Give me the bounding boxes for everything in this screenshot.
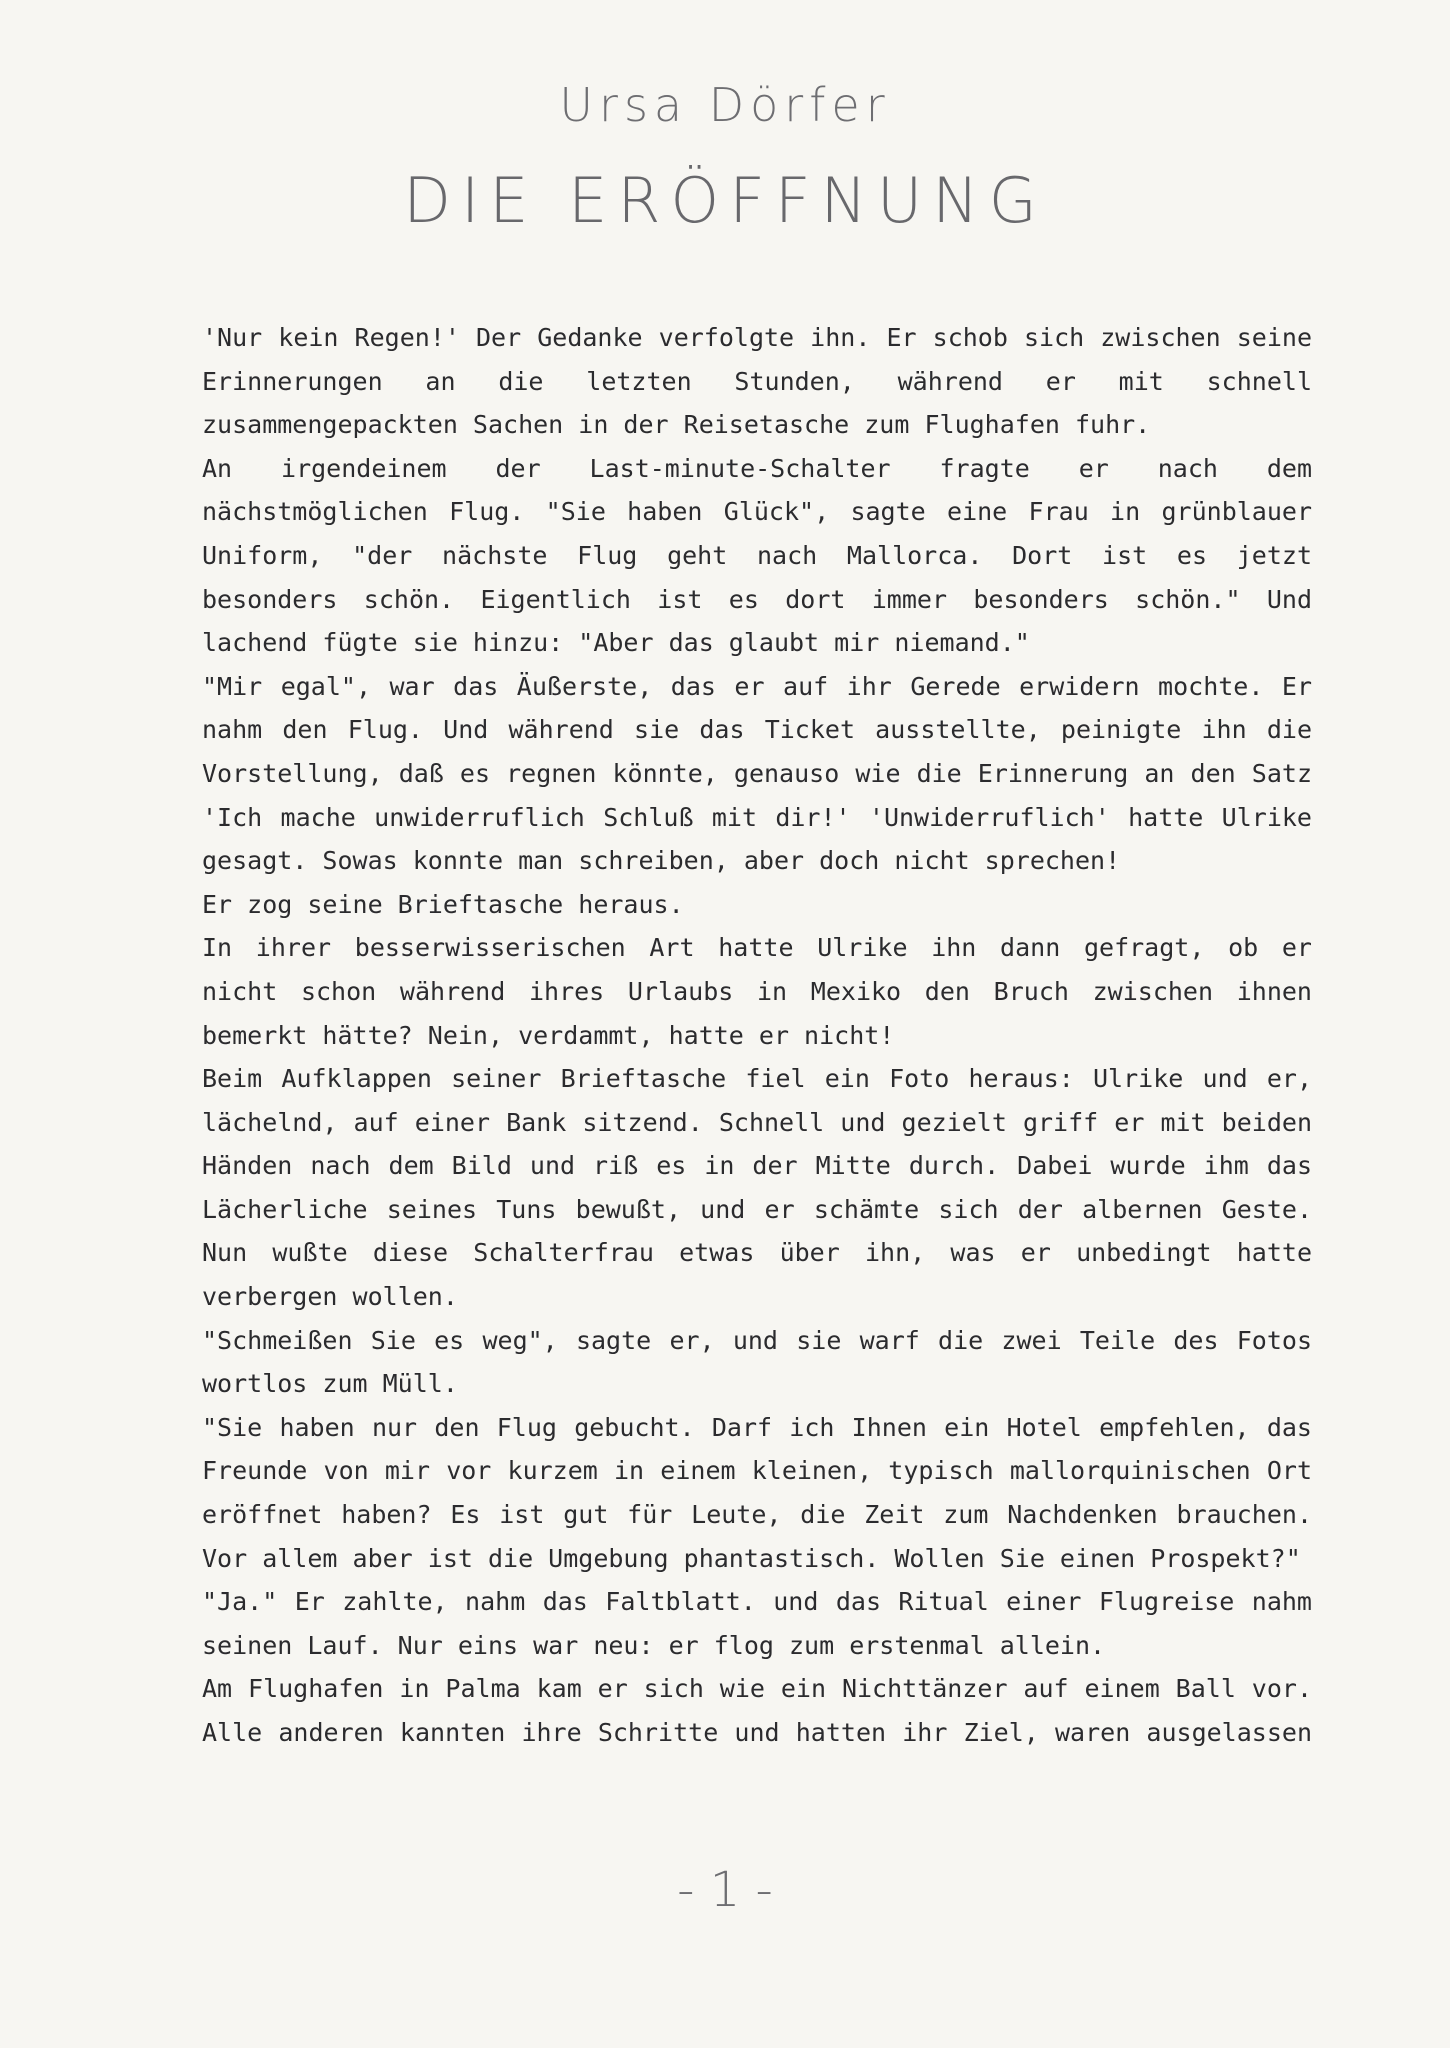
paragraph-9: "Ja." Er zahlte, nahm das Faltblatt. und das Ritual einer Flugreise nahm seinen Lauf. Nur eins war neu: er flog zum erstenmal allein. [202,1587,1312,1660]
paragraph-10: Am Flughafen in Palma kam er sich wie ein Nichttänzer auf einem Ball vor. Alle anderen kannten ihre Schritte und hatten ihr Ziel, waren ausgelassen [202,1674,1312,1747]
paragraph-7: "Schmeißen Sie es weg", sagte er, und sie warf die zwei Teile des Fotos wortlos zum Müll. [202,1325,1312,1399]
paragraph-4: Er zog seine Brieftasche heraus. [202,889,684,919]
paragraph-5: In ihrer besserwisserischen Art hatte Ulrike ihn dann gefragt, ob er nicht schon während ihres Urlaubs in Mexiko den Bruch zwischen ihnen bemerkt hätte? Nein, verdammt, hatte er nicht! [202,933,1312,1050]
author-name: Ursa Dörfer [559,78,891,132]
body-text [202,316,1312,1755]
document-title: DIE ERÖFFNUNG [403,164,1047,237]
page-number: - 1 - [677,1862,773,1918]
paragraph-8: "Sie haben nur den Flug gebucht. Darf ich Ihnen ein Hotel empfehlen, das Freunde von mir vor kurzem in einem kleinen, typisch mallorquinischen Ort eröffnet haben? Es ist gut für Leute, die Zeit zum Nachdenken brauchen. Vor allem aber ist die Umgebung phantastisch. Wollen Sie einen Prospekt?" [202,1412,1312,1573]
paragraph-2: An irgendeinem der Last-minute-Schalter fragte er nach dem nächstmöglichen Flug. "Sie haben Glück", sagte eine Frau in grünblauer Uniform, "der nächste Flug geht nach Mallorca. Dort ist es jetzt besonders schön. Eigentlich ist es dort immer besonders schön." Und lachend fügte sie hinzu: "Aber das glaubt mir niemand." [202,453,1312,658]
paragraph-1: 'Nur kein Regen!' Der Gedanke verfolgte ihn. Er schob sich zwischen seine Erinnerungen an die letzten Stunden, während er mit schnell zusammengepackten Sachen in der Reisetasche zum Flughafen fuhr. [202,323,1312,440]
paragraph-6: Beim Aufklappen seiner Brieftasche fiel ein Foto heraus: Ulrike und er, lächelnd, auf einer Bank sitzend. Schnell und gezielt griff er mit beiden Händen nach dem Bild und riß es in der Mitte durch. Dabei wurde ihm das Lächerliche seines Tuns bewußt, und er schämte sich der albernen Geste. Nun wußte diese Schalterfrau etwas über ihn, was er unbedingt hatte verbergen wollen. [202,1064,1312,1312]
paragraph-3: "Mir egal", war das Äußerste, das er auf ihr Gerede erwidern mochte. Er nahm den Flug. Und während sie das Ticket ausstellte, peinigte ihn die Vorstellung, daß es regnen könnte, genauso wie die Erinnerung an den Satz 'Ich mache unwiderruflich Schluß mit dir!' 'Unwiderruflich' hatte Ulrike gesagt. Sowas konnte man schreiben, aber doch nicht sprechen! [202,671,1312,876]
